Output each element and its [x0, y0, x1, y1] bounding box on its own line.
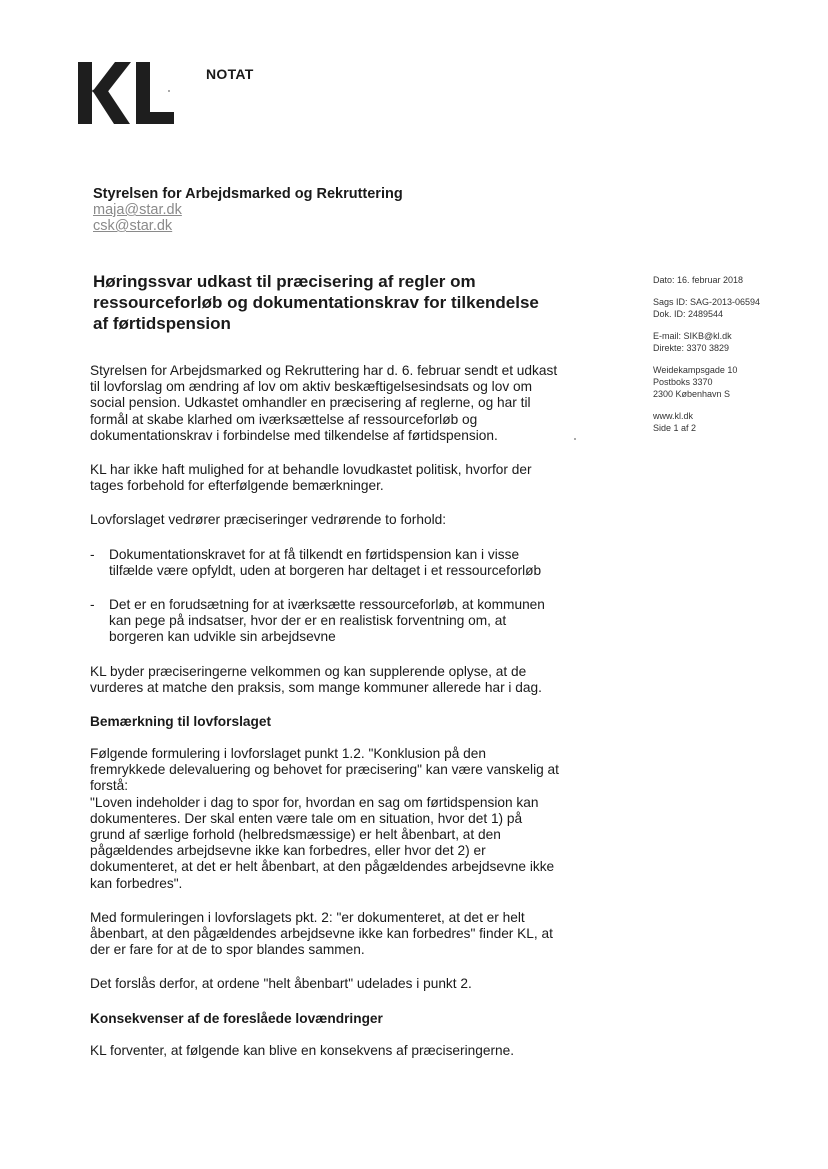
body-paragraph: Følgende formulering i lovforslaget punkt 1.2. "Konklusion på den fremrykkede delevaluering og behovet for præcisering" kan være vanskelig at forstå: — [90, 746, 559, 794]
bullet-text: Dokumentationskravet for at få tilkendt en førtidspension kan i visse tilfælde være opfyldt, uden at borgeren har deltaget i et ressourceforløb — [109, 546, 542, 578]
recipient-block — [93, 186, 403, 234]
section-heading: Bemærkning til lovforslaget — [90, 714, 272, 730]
scan-speck — [168, 90, 170, 92]
body-paragraph: Lovforslaget vedrører præciseringer vedrørende to forhold: — [90, 512, 447, 528]
meta-email: E-mail: SIKB@kl.dk — [653, 331, 732, 341]
body-paragraph: Med formuleringen i lovforslagets pkt. 2: "er dokumenteret, at det er helt åbenbart, at den pågældendes arbejdsevne ikke kan forbedres" finder KL, at der er fare for at de to spor blandes sammen. — [90, 909, 553, 958]
meta-address-line: Weidekampsgade 10 — [653, 365, 738, 375]
scan-speck — [574, 438, 576, 440]
meta-address-line: 2300 København S — [653, 389, 731, 399]
bullet-item — [90, 547, 560, 579]
recipient-email-link[interactable]: maja@star.dk — [93, 202, 182, 218]
quoted-paragraph: "Loven indeholder i dag to spor for, hvordan en sag om førtidspension kan dokumenteres. Der skal enten være tale om en situation, hvor det 1) på grund af særlige forhold (helbredsmæssige) er helt åbenbart, at den pågældendes arbejdsevne ikke kan forbedres, eller hvor det 2) er dokumenteret, at det er helt åbenbart, at den pågældendes arbejdsevne ikke kan forbedres". — [90, 794, 555, 891]
bullet-marker: - — [90, 597, 95, 613]
meta-dok-id: Dok. ID: 2489544 — [653, 309, 724, 319]
body-paragraph: Styrelsen for Arbejdsmarked og Rekruttering har d. 6. februar sendt et udkast til lovforslag om ændring af lov om aktiv beskæftigelsesindsats og lov om social pension. Udkastet omhandler en præcisering af reglerne, og har til formål at skabe klarhed om iværksættelse af ressourceforløb og dokumentationskrav i forbindelse med tilkendelse af førtidspension. — [90, 363, 558, 443]
recipient-email-link[interactable]: csk@star.dk — [93, 218, 173, 234]
meta-direct-phone: Direkte: 3370 3829 — [653, 343, 730, 353]
meta-address-line: Postboks 3370 — [653, 377, 713, 387]
meta-date: Dato: 16. februar 2018 — [653, 275, 744, 285]
kl-logo — [78, 62, 174, 124]
body-paragraph: Det forslås derfor, at ordene "helt åbenbart" udelades i punkt 2. — [90, 976, 472, 992]
body-paragraph: KL byder præciseringerne velkommen og kan supplerende oplyse, at de vurderes at matche den praksis, som mange kommuner allerede har i dag. — [90, 663, 542, 695]
body-paragraph: KL forventer, at følgende kan blive en konsekvens af præciseringerne. — [90, 1042, 515, 1058]
meta-sidebar — [653, 274, 760, 444]
meta-website-link[interactable]: www.kl.dk — [653, 411, 694, 421]
meta-page-number: Side 1 af 2 — [653, 423, 697, 433]
bullet-item — [90, 597, 560, 646]
recipient-organization: Styrelsen for Arbejdsmarked og Rekruttering — [93, 186, 403, 202]
body-paragraph: KL har ikke haft mulighed for at behandle lovudkastet politisk, hvorfor der tages forbehold for efterfølgende bemærkninger. — [90, 462, 532, 494]
section-heading: Konsekvenser af de foreslåede lovændringer — [90, 1010, 383, 1026]
bullet-marker: - — [90, 546, 95, 562]
document-title: Høringssvar udkast til præcisering af regler om ressourceforløb og dokumentationskrav for tilkendelse af førtidspension — [93, 272, 539, 333]
meta-sags-id: Sags ID: SAG-2013-06594 — [653, 297, 761, 307]
document-body — [90, 363, 560, 1077]
bullet-text: Det er en forudsætning for at iværksætte ressourceforløb, at kommunen kan pege på indsatser, hvor der er en realistisk forventning om, at borgeren kan udvikle sin arbejdsevne — [109, 597, 545, 645]
document-type-label: NOTAT — [206, 66, 254, 82]
